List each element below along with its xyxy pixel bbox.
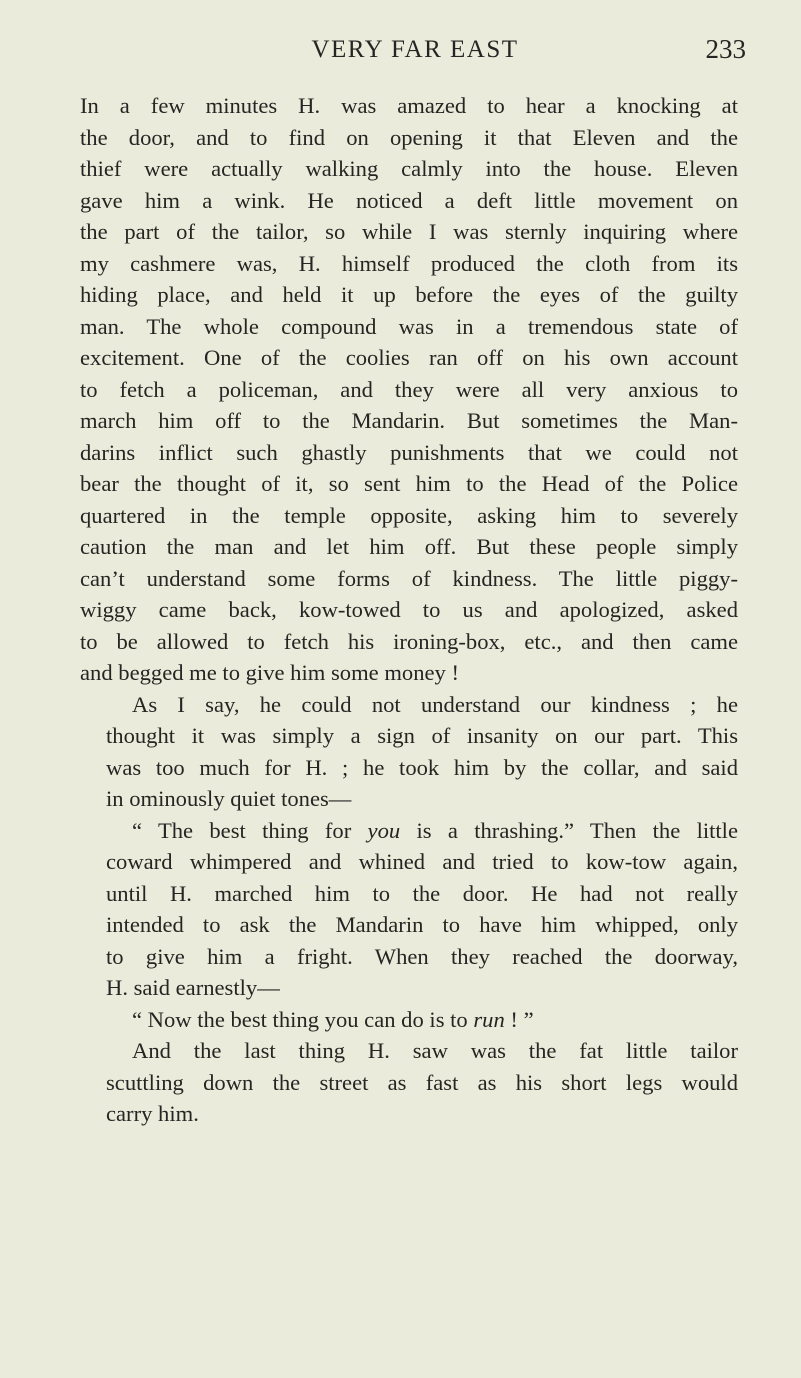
text-line: and begged me to give him some money ! <box>80 660 459 685</box>
text-line: gave him a wink. He noticed a deft little movement on <box>80 187 738 213</box>
text-line: quartered in the temple opposite, asking him to severely <box>80 502 738 528</box>
text-line: the part of the tailor, so while I was sternly inquiring where <box>80 219 738 244</box>
text-line: wiggy came back, kow-towed to us and apologized, asked <box>80 597 738 622</box>
running-title: VERY FAR EAST <box>311 36 519 63</box>
text-run: ! ” <box>504 1006 534 1032</box>
text-line: in ominously quiet tones— <box>106 786 352 811</box>
text-line: In a few minutes H. was amazed to hear a knocking at <box>80 93 738 118</box>
page-number: 233 <box>705 34 746 64</box>
text-line: my cashmere was, H. himself produced the cloth from its <box>80 250 738 276</box>
text-line: man. The whole compound was in a tremendous state of <box>80 313 738 339</box>
paragraph-1 <box>80 90 738 689</box>
text-line: thief were actually walking calmly into the house. Eleven <box>80 156 738 181</box>
text-run: is a thrashing.” Then the little <box>400 817 738 843</box>
text-line: until H. marched him to the door. He had not really <box>106 880 738 906</box>
text-line: the door, and to find on opening it that Eleven and the <box>80 124 738 150</box>
text-line: H. said earnestly— <box>106 975 280 1000</box>
text-line: thought it was simply a sign of insanity on our part. This <box>106 723 738 748</box>
text-line: to fetch a policeman, and they were all very anxious to <box>80 376 738 402</box>
running-head <box>78 30 746 70</box>
paragraph-4 <box>80 1004 738 1036</box>
paragraph-3 <box>80 815 738 1004</box>
text-line: bear the thought of it, so sent him to the Head of the Police <box>80 471 738 496</box>
emphasis-you: you <box>367 817 401 843</box>
text-line <box>80 815 738 847</box>
text-run: “ The best thing for <box>132 817 368 843</box>
text-line: excitement. One of the coolies ran off on his own account <box>80 345 738 370</box>
text-line: coward whimpered and whined and tried to kow-tow again, <box>106 849 738 874</box>
text-line: darins inflict such ghastly punishments that we could not <box>80 439 738 465</box>
paragraph-2 <box>80 689 738 815</box>
text-line: caution the man and let him off. But these people simply <box>80 534 738 559</box>
text-line: As I say, he could not understand our kindness ; he <box>132 691 738 717</box>
text-line: to give him a fright. When they reached the doorway, <box>106 943 738 969</box>
text-line: march him off to the Mandarin. But sometimes the Man- <box>80 408 738 433</box>
text-line: can’t understand some forms of kindness. The little piggy- <box>80 565 738 591</box>
paragraph-5 <box>80 1035 738 1130</box>
text-line: And the last thing H. saw was the fat little tailor <box>132 1038 738 1063</box>
text-line: carry him. <box>106 1101 199 1126</box>
text-line: to be allowed to fetch his ironing-box, etc., and then came <box>80 628 738 654</box>
text-line: hiding place, and held it up before the eyes of the guilty <box>80 282 738 307</box>
text-run: “ Now the best thing you can do is to <box>132 1006 474 1032</box>
body-text <box>80 90 738 1130</box>
text-line: scuttling down the street as fast as his short legs would <box>106 1069 738 1095</box>
text-line: was too much for H. ; he took him by the collar, and said <box>106 754 738 780</box>
text-line: intended to ask the Mandarin to have him whipped, only <box>106 912 738 937</box>
emphasis-run: run <box>473 1006 505 1032</box>
text-line <box>80 1004 738 1036</box>
